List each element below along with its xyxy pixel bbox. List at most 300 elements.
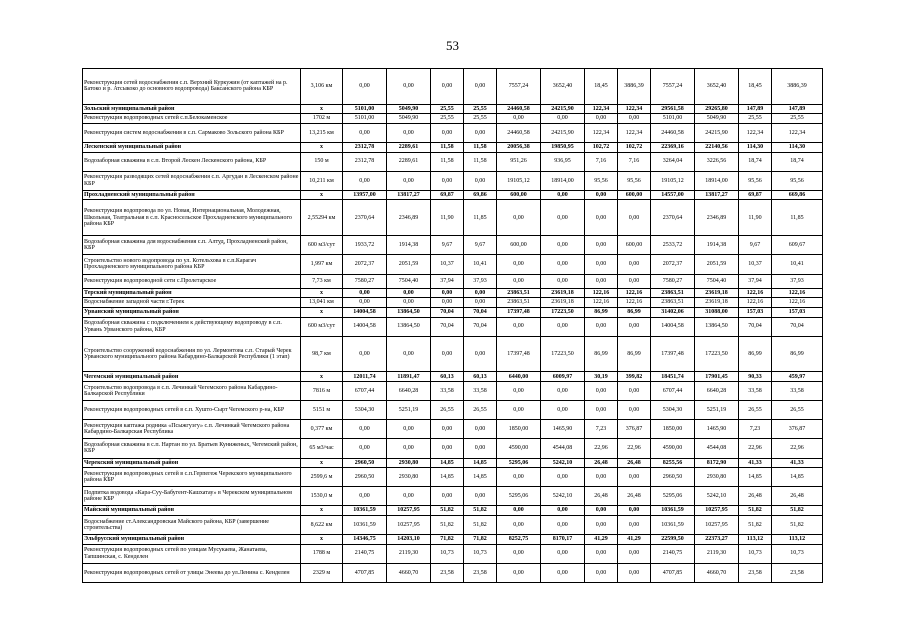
amount-cell: 0,00 [343, 420, 387, 439]
amount-cell: 17223,50 [695, 336, 739, 372]
amount-cell: 0,00 [464, 336, 497, 372]
amount-cell: 26,55 [431, 401, 464, 420]
amount-cell: 6640,28 [387, 382, 431, 401]
amount-cell: 6640,28 [695, 382, 739, 401]
amount-cell: 6707,44 [343, 382, 387, 401]
capacity-cell: 0,377 км [301, 420, 343, 439]
capacity-cell: 600 м3/сут [301, 236, 343, 255]
amount-cell: 0,00 [541, 274, 585, 288]
amount-cell: 0,00 [585, 382, 618, 401]
amount-cell: 0,00 [343, 123, 387, 142]
amount-cell: 0,00 [343, 439, 387, 458]
amount-cell: 51,82 [464, 506, 497, 516]
project-row [83, 515, 823, 534]
amount-cell: 25,55 [431, 104, 464, 114]
project-row [83, 420, 823, 439]
amount-cell: 11,85 [772, 200, 823, 236]
amount-cell: 0,00 [343, 487, 387, 506]
amount-cell: 122,34 [585, 123, 618, 142]
amount-cell: 0,00 [541, 544, 585, 563]
amount-cell: 86,99 [739, 336, 772, 372]
amount-cell: 23,58 [431, 563, 464, 582]
amount-cell: 2289,61 [387, 152, 431, 171]
project-name-cell: Водозаборная скважина для водоснабжения с.п. Алтуд, Прохладненский район, КБР [83, 236, 301, 255]
amount-cell: 0,00 [431, 123, 464, 142]
amount-cell: 70,04 [431, 307, 464, 317]
amount-cell: 4590,00 [651, 439, 695, 458]
amount-cell: 0,00 [541, 382, 585, 401]
amount-cell: 29561,58 [651, 104, 695, 114]
capacity-cell: 7816 м [301, 382, 343, 401]
amount-cell: 13817,27 [387, 190, 431, 200]
page-number: 53 [446, 38, 459, 53]
amount-cell: 5049,90 [695, 114, 739, 124]
capacity-cell: x [301, 104, 343, 114]
amount-cell: 2140,75 [343, 544, 387, 563]
project-name-cell: Реконструкция водопроводных сетей в с.п. Хушто-Сырт Чегемского р-на, КБР [83, 401, 301, 420]
amount-cell: 10257,95 [695, 506, 739, 516]
amount-cell: 26,48 [618, 487, 651, 506]
amount-cell: 41,29 [618, 535, 651, 545]
amount-cell: 17223,50 [541, 307, 585, 317]
amount-cell: 0,00 [343, 171, 387, 190]
amount-cell: 1914,38 [695, 236, 739, 255]
amount-cell: 37,94 [739, 274, 772, 288]
amount-cell: 0,00 [541, 200, 585, 236]
amount-cell: 5101,00 [343, 114, 387, 124]
district-total-row [83, 190, 823, 200]
amount-cell: 7557,24 [497, 69, 541, 105]
project-row [83, 152, 823, 171]
amount-cell: 22,96 [772, 439, 823, 458]
amount-cell: 600,00 [497, 236, 541, 255]
amount-cell: 9,67 [464, 236, 497, 255]
project-name-cell: Строительство водопровода в с.п. Лечинкай Чегемского района Кабардино-Балкарской Республики [83, 382, 301, 401]
amount-cell: 0,00 [431, 298, 464, 308]
project-name-cell: Водозаборная скважина с подключением к действующему водопроводу в с.п. Урвань Урванского района, КБР [83, 317, 301, 336]
amount-cell: 936,95 [541, 152, 585, 171]
amount-cell: 51,82 [772, 506, 823, 516]
project-name-cell: Реконструкция водопроводных сетей с.п.Белокаменское [83, 114, 301, 124]
amount-cell: 5251,19 [387, 401, 431, 420]
amount-cell: 0,00 [431, 171, 464, 190]
amount-cell: 31402,06 [651, 307, 695, 317]
amount-cell: 17901,45 [695, 372, 739, 382]
amount-cell: 24215,90 [541, 104, 585, 114]
amount-cell: 157,03 [739, 307, 772, 317]
amount-cell: 0,00 [618, 563, 651, 582]
amount-cell: 7,16 [618, 152, 651, 171]
amount-cell: 70,04 [739, 317, 772, 336]
amount-cell: 0,00 [497, 544, 541, 563]
amount-cell: 37,93 [772, 274, 823, 288]
amount-cell: 5242,10 [541, 487, 585, 506]
amount-cell: 10,73 [431, 544, 464, 563]
amount-cell: 14004,58 [343, 317, 387, 336]
amount-cell: 10,41 [464, 255, 497, 274]
project-row [83, 236, 823, 255]
amount-cell: 71,82 [431, 535, 464, 545]
amount-cell: 5242,10 [695, 487, 739, 506]
amount-cell: 25,55 [739, 114, 772, 124]
amount-cell: 7580,27 [343, 274, 387, 288]
amount-cell: 14557,00 [651, 190, 695, 200]
amount-cell: 51,82 [739, 515, 772, 534]
capacity-cell: 8,622 км [301, 515, 343, 534]
amount-cell: 122,16 [772, 298, 823, 308]
amount-cell: 0,00 [497, 382, 541, 401]
amount-cell: 10,73 [739, 544, 772, 563]
capacity-cell: x [301, 288, 343, 298]
capacity-cell: 7,73 км [301, 274, 343, 288]
project-name-cell: Строительство сооружений водоснабжения по ул. Лермонтова с.п. Старый Черек Урванского муниципального района Кабардино-Балкарской Республики (1 этап) [83, 336, 301, 372]
amount-cell: 24460,58 [497, 123, 541, 142]
amount-cell: 399,82 [618, 372, 651, 382]
amount-cell: 376,87 [772, 420, 823, 439]
amount-cell: 0,00 [618, 114, 651, 124]
project-row [83, 114, 823, 124]
amount-cell: 114,30 [772, 143, 823, 153]
amount-cell: 11,58 [431, 143, 464, 153]
amount-cell: 0,00 [585, 317, 618, 336]
amount-cell: 26,48 [585, 458, 618, 468]
amount-cell: 122,34 [772, 123, 823, 142]
amount-cell: 10,73 [464, 544, 497, 563]
amount-cell: 0,00 [618, 515, 651, 534]
amount-cell: 60,13 [464, 372, 497, 382]
amount-cell: 22140,56 [695, 143, 739, 153]
amount-cell: 18,45 [585, 69, 618, 105]
amount-cell: 4660,70 [387, 563, 431, 582]
capacity-cell: x [301, 372, 343, 382]
amount-cell: 19105,12 [651, 171, 695, 190]
amount-cell: 0,00 [618, 506, 651, 516]
amount-cell: 51,82 [464, 515, 497, 534]
amount-cell: 14,85 [431, 458, 464, 468]
amount-cell: 25,55 [464, 114, 497, 124]
capacity-cell: 150 м [301, 152, 343, 171]
capacity-cell: 1,997 км [301, 255, 343, 274]
amount-cell: 13817,27 [695, 190, 739, 200]
amount-cell: 22599,50 [651, 535, 695, 545]
table-body [83, 69, 823, 583]
amount-cell: 0,00 [497, 468, 541, 487]
amount-cell: 0,00 [618, 317, 651, 336]
project-row [83, 317, 823, 336]
amount-cell: 33,58 [772, 382, 823, 401]
amount-cell: 0,00 [343, 336, 387, 372]
capacity-cell: x [301, 535, 343, 545]
project-row [83, 468, 823, 487]
amount-cell: 11,58 [464, 143, 497, 153]
amount-cell: 10361,59 [343, 515, 387, 534]
amount-cell: 71,82 [464, 535, 497, 545]
amount-cell: 69,87 [739, 190, 772, 200]
amount-cell: 0,00 [464, 69, 497, 105]
project-row [83, 255, 823, 274]
amount-cell: 122,34 [618, 104, 651, 114]
capacity-cell: x [301, 506, 343, 516]
project-name-cell: Водоснабжение западной части г.Терек [83, 298, 301, 308]
amount-cell: 2140,75 [651, 544, 695, 563]
amount-cell: 2312,78 [343, 152, 387, 171]
amount-cell: 17397,48 [497, 336, 541, 372]
project-name-cell: Водоснабжение ст.Александровская Майского района, КБР (завершение строительства) [83, 515, 301, 534]
project-row [83, 439, 823, 458]
amount-cell: 0,00 [585, 236, 618, 255]
amount-cell: 95,56 [739, 171, 772, 190]
amount-cell: 0,00 [541, 515, 585, 534]
amount-cell: 0,00 [431, 288, 464, 298]
amount-cell: 0,00 [431, 336, 464, 372]
amount-cell: 8172,90 [695, 458, 739, 468]
project-name-cell: Строительство нового водопровода по ул. Котельхова в с.п.Карагач Прохладненского муниципального района КБР [83, 255, 301, 274]
amount-cell: 0,00 [541, 255, 585, 274]
amount-cell: 4544,08 [695, 439, 739, 458]
amount-cell: 3226,56 [695, 152, 739, 171]
amount-cell: 6009,97 [541, 372, 585, 382]
amount-cell: 0,00 [541, 506, 585, 516]
project-name-cell: Реконструкция разводящих сетей водоснабжения с.п. Аргудан в Лескенском районе КБР [83, 171, 301, 190]
amount-cell: 0,00 [585, 274, 618, 288]
amount-cell: 4707,85 [651, 563, 695, 582]
amount-cell: 14,85 [464, 468, 497, 487]
capacity-cell: 98,7 км [301, 336, 343, 372]
amount-cell: 10,37 [431, 255, 464, 274]
amount-cell: 2051,59 [695, 255, 739, 274]
amount-cell: 14,85 [431, 468, 464, 487]
amount-cell: 4660,70 [695, 563, 739, 582]
amount-cell: 7,16 [585, 152, 618, 171]
project-row [83, 336, 823, 372]
amount-cell: 10361,59 [651, 515, 695, 534]
amount-cell: 0,00 [618, 274, 651, 288]
amount-cell: 0,00 [618, 468, 651, 487]
amount-cell: 18,45 [739, 69, 772, 105]
amount-cell: 114,30 [739, 143, 772, 153]
amount-cell: 951,26 [497, 152, 541, 171]
amount-cell: 0,00 [387, 69, 431, 105]
amount-cell: 7,23 [739, 420, 772, 439]
project-row [83, 274, 823, 288]
amount-cell: 95,56 [772, 171, 823, 190]
amount-cell: 2312,78 [343, 143, 387, 153]
amount-cell: 2370,64 [651, 200, 695, 236]
amount-cell: 2072,37 [343, 255, 387, 274]
district-total-row [83, 288, 823, 298]
amount-cell: 17397,48 [497, 307, 541, 317]
amount-cell: 7,23 [585, 420, 618, 439]
project-name-cell: Зольский муниципальный район [83, 104, 301, 114]
amount-cell: 2289,61 [387, 143, 431, 153]
amount-cell: 0,00 [343, 288, 387, 298]
amount-cell: 25,55 [464, 104, 497, 114]
district-total-row [83, 143, 823, 153]
amount-cell: 122,16 [618, 288, 651, 298]
amount-cell: 3886,39 [772, 69, 823, 105]
amount-cell: 0,00 [343, 298, 387, 308]
amount-cell: 3652,40 [695, 69, 739, 105]
amount-cell: 7580,27 [651, 274, 695, 288]
amount-cell: 23,58 [464, 563, 497, 582]
amount-cell: 86,99 [618, 307, 651, 317]
amount-cell: 13864,50 [387, 317, 431, 336]
amount-cell: 30,19 [585, 372, 618, 382]
project-row [83, 200, 823, 236]
amount-cell: 19105,12 [497, 171, 541, 190]
project-name-cell: Реконструкция водопроводной сети с.Пролетарское [83, 274, 301, 288]
amount-cell: 122,16 [739, 298, 772, 308]
project-row [83, 544, 823, 563]
amount-cell: 70,04 [772, 317, 823, 336]
amount-cell: 14,85 [772, 468, 823, 487]
amount-cell: 1914,38 [387, 236, 431, 255]
capacity-cell: x [301, 190, 343, 200]
amount-cell: 18914,00 [541, 171, 585, 190]
amount-cell: 0,00 [387, 439, 431, 458]
amount-cell: 2051,59 [387, 255, 431, 274]
amount-cell: 1933,72 [343, 236, 387, 255]
amount-cell: 11,90 [739, 200, 772, 236]
amount-cell: 12011,74 [343, 372, 387, 382]
amount-cell: 0,00 [464, 171, 497, 190]
project-row [83, 382, 823, 401]
district-total-row [83, 372, 823, 382]
amount-cell: 33,58 [431, 382, 464, 401]
amount-cell: 0,00 [497, 401, 541, 420]
amount-cell: 0,00 [464, 420, 497, 439]
amount-cell: 0,00 [497, 274, 541, 288]
amount-cell: 13864,50 [387, 307, 431, 317]
amount-cell: 23863,51 [497, 288, 541, 298]
amount-cell: 23619,18 [695, 288, 739, 298]
project-name-cell: Реконструкция систем водоснабжения в с.п. Сармаково Зольского района КБР [83, 123, 301, 142]
amount-cell: 10361,59 [343, 506, 387, 516]
amount-cell: 11,58 [431, 152, 464, 171]
amount-cell: 6707,44 [651, 382, 695, 401]
amount-cell: 86,99 [618, 336, 651, 372]
project-row [83, 487, 823, 506]
amount-cell: 0,00 [585, 255, 618, 274]
amount-cell: 122,16 [585, 298, 618, 308]
amount-cell: 0,00 [585, 401, 618, 420]
amount-cell: 5304,30 [651, 401, 695, 420]
amount-cell: 9,67 [431, 236, 464, 255]
amount-cell: 0,00 [618, 200, 651, 236]
amount-cell: 0,00 [541, 401, 585, 420]
amount-cell: 376,87 [618, 420, 651, 439]
amount-cell: 0,00 [343, 69, 387, 105]
amount-cell: 10257,95 [387, 506, 431, 516]
amount-cell: 0,00 [464, 439, 497, 458]
amount-cell: 0,00 [387, 123, 431, 142]
amount-cell: 0,00 [464, 123, 497, 142]
amount-cell: 0,00 [585, 506, 618, 516]
amount-cell: 0,00 [497, 506, 541, 516]
project-name-cell: Терский муниципальный район [83, 288, 301, 298]
amount-cell: 23619,18 [541, 298, 585, 308]
amount-cell: 23619,18 [695, 298, 739, 308]
amount-cell: 13864,50 [695, 317, 739, 336]
amount-cell: 8170,17 [541, 535, 585, 545]
amount-cell: 0,00 [431, 420, 464, 439]
amount-cell: 86,99 [772, 336, 823, 372]
amount-cell: 4544,08 [541, 439, 585, 458]
amount-cell: 0,00 [618, 382, 651, 401]
amount-cell: 41,33 [739, 458, 772, 468]
amount-cell: 5242,10 [541, 458, 585, 468]
amount-cell: 24215,90 [695, 123, 739, 142]
project-row [83, 69, 823, 105]
project-name-cell: Урванский муниципальный район [83, 307, 301, 317]
amount-cell: 11,90 [431, 200, 464, 236]
amount-cell: 0,00 [585, 515, 618, 534]
project-name-cell: Реконструкция сетей водоснабжения с.п. Верхний Куркужин (от каптажей на р. Батоко и р. Атсыкоко до основного водопровода) Баксанского района КБР [83, 69, 301, 105]
amount-cell: 10257,95 [695, 515, 739, 534]
amount-cell: 0,00 [618, 401, 651, 420]
amount-cell: 147,89 [772, 104, 823, 114]
district-total-row [83, 535, 823, 545]
amount-cell: 95,56 [618, 171, 651, 190]
amount-cell: 19850,95 [541, 143, 585, 153]
project-row [83, 563, 823, 582]
amount-cell: 2533,72 [651, 236, 695, 255]
amount-cell: 0,00 [431, 439, 464, 458]
amount-cell: 22369,16 [651, 143, 695, 153]
amount-cell: 11891,47 [387, 372, 431, 382]
district-total-row [83, 104, 823, 114]
amount-cell: 7504,40 [387, 274, 431, 288]
amount-cell: 113,12 [772, 535, 823, 545]
amount-cell: 17397,48 [651, 336, 695, 372]
amount-cell: 0,00 [387, 336, 431, 372]
amount-cell: 11,58 [464, 152, 497, 171]
project-name-cell: Эльбрусский муниципальный район [83, 535, 301, 545]
amount-cell: 18,74 [772, 152, 823, 171]
amount-cell: 70,04 [464, 317, 497, 336]
capacity-cell: 2599,6 м [301, 468, 343, 487]
amount-cell: 26,48 [739, 487, 772, 506]
project-row [83, 401, 823, 420]
amount-cell: 41,33 [772, 458, 823, 468]
amount-cell: 0,00 [618, 544, 651, 563]
amount-cell: 122,16 [772, 288, 823, 298]
amount-cell: 25,55 [772, 114, 823, 124]
project-row [83, 171, 823, 190]
amount-cell: 9,67 [739, 236, 772, 255]
project-name-cell: Реконструкция водопроводных сетей в с.п.Герпегеж Черекского муниципального района КБР [83, 468, 301, 487]
amount-cell: 1850,00 [651, 420, 695, 439]
capacity-cell: 5151 м [301, 401, 343, 420]
project-name-cell: Черекский муниципальный район [83, 458, 301, 468]
district-total-row [83, 506, 823, 516]
project-row [83, 298, 823, 308]
project-name-cell: Водозаборная скважина в с.п. Нартан по ул. Братьев Куниженых, Чегемский район, КБР [83, 439, 301, 458]
project-row [83, 123, 823, 142]
amount-cell: 26,55 [464, 401, 497, 420]
amount-cell: 5295,06 [497, 487, 541, 506]
amount-cell: 2072,37 [651, 255, 695, 274]
amount-cell: 7557,24 [651, 69, 695, 105]
amount-cell: 10,41 [772, 255, 823, 274]
amount-cell: 13957,00 [343, 190, 387, 200]
project-name-cell: Лескенский муниципальный район [83, 143, 301, 153]
project-name-cell: Прохладненский муниципальный район [83, 190, 301, 200]
amount-cell: 26,55 [739, 401, 772, 420]
amount-cell: 10361,59 [651, 506, 695, 516]
capacity-cell: 10,211 км [301, 171, 343, 190]
amount-cell: 14203,10 [387, 535, 431, 545]
